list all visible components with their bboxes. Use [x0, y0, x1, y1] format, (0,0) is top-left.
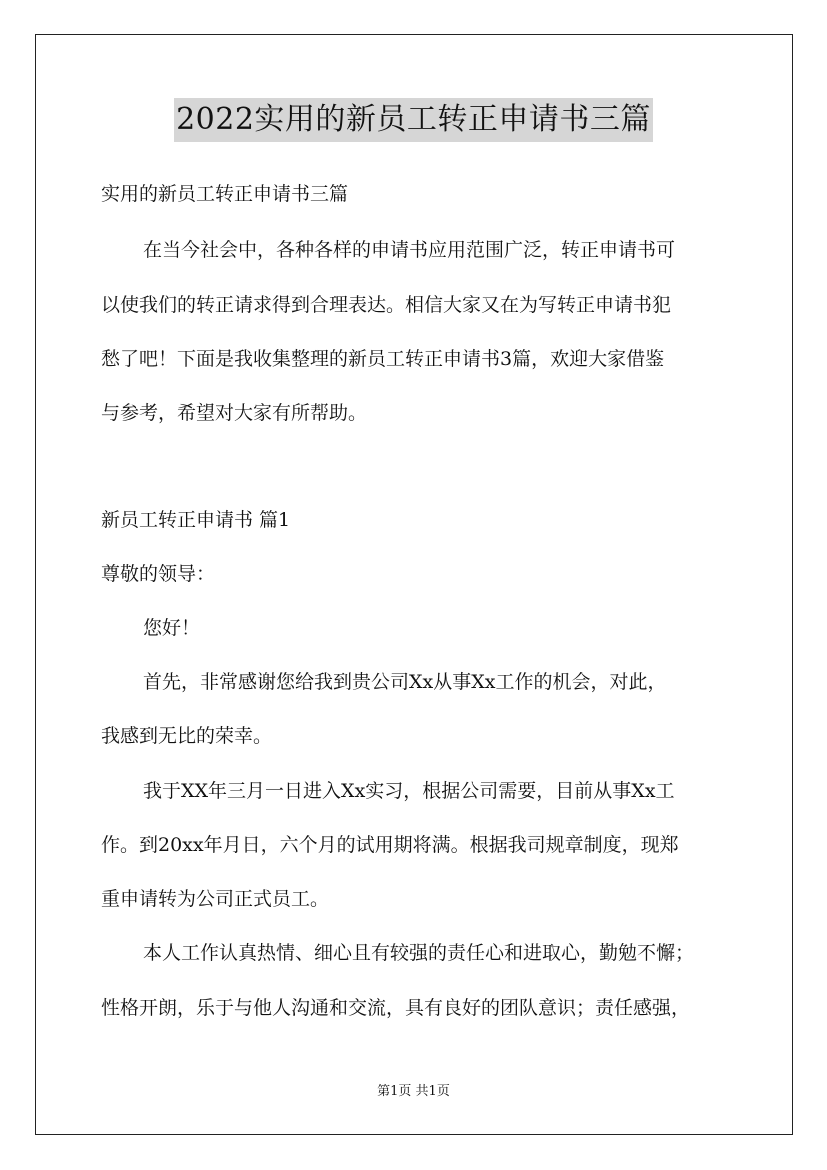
greeting: 您好！	[143, 617, 201, 639]
title-container	[0, 98, 827, 142]
document-title: 2022实用的新员工转正申请书三篇	[174, 98, 653, 142]
intro-line: 与参考，希望对大家有所帮助。	[101, 402, 368, 424]
paragraph-line: 作。到20xx年月日，六个月的试用期将满。根据我司规章制度，现郑	[101, 834, 679, 856]
intro-line: 在当今社会中，各种各样的申请书应用范围广泛，转正申请书可	[143, 239, 676, 261]
intro-line: 愁了吧！下面是我收集整理的新员工转正申请书3篇，欢迎大家借鉴	[101, 348, 665, 370]
paragraph-line: 性格开朗，乐于与他人沟通和交流，具有良好的团队意识；责任感强，	[101, 997, 691, 1019]
paragraph-line: 本人工作认真热情、细心且有较强的责任心和进取心，勤勉不懈；	[143, 942, 695, 964]
intro-line: 以使我们的转正请求得到合理表达。相信大家又在为写转正申请书犯	[101, 294, 672, 316]
subtitle: 实用的新员工转正申请书三篇	[101, 183, 349, 205]
paragraph-line: 我于XX年三月一日进入Xx实习，根据公司需要，目前从事Xx工	[143, 780, 675, 802]
paragraph-line: 首先，非常感谢您给我到贵公司Xx从事Xx工作的机会，对此，	[143, 671, 667, 693]
page-footer: 第1页 共1页	[377, 1084, 450, 1099]
paragraph-line: 我感到无比的荣幸。	[101, 725, 273, 747]
paragraph-line: 重申请转为公司正式员工。	[101, 888, 330, 910]
section-heading: 新员工转正申请书 篇1	[101, 509, 291, 531]
salutation: 尊敬的领导：	[101, 563, 216, 585]
